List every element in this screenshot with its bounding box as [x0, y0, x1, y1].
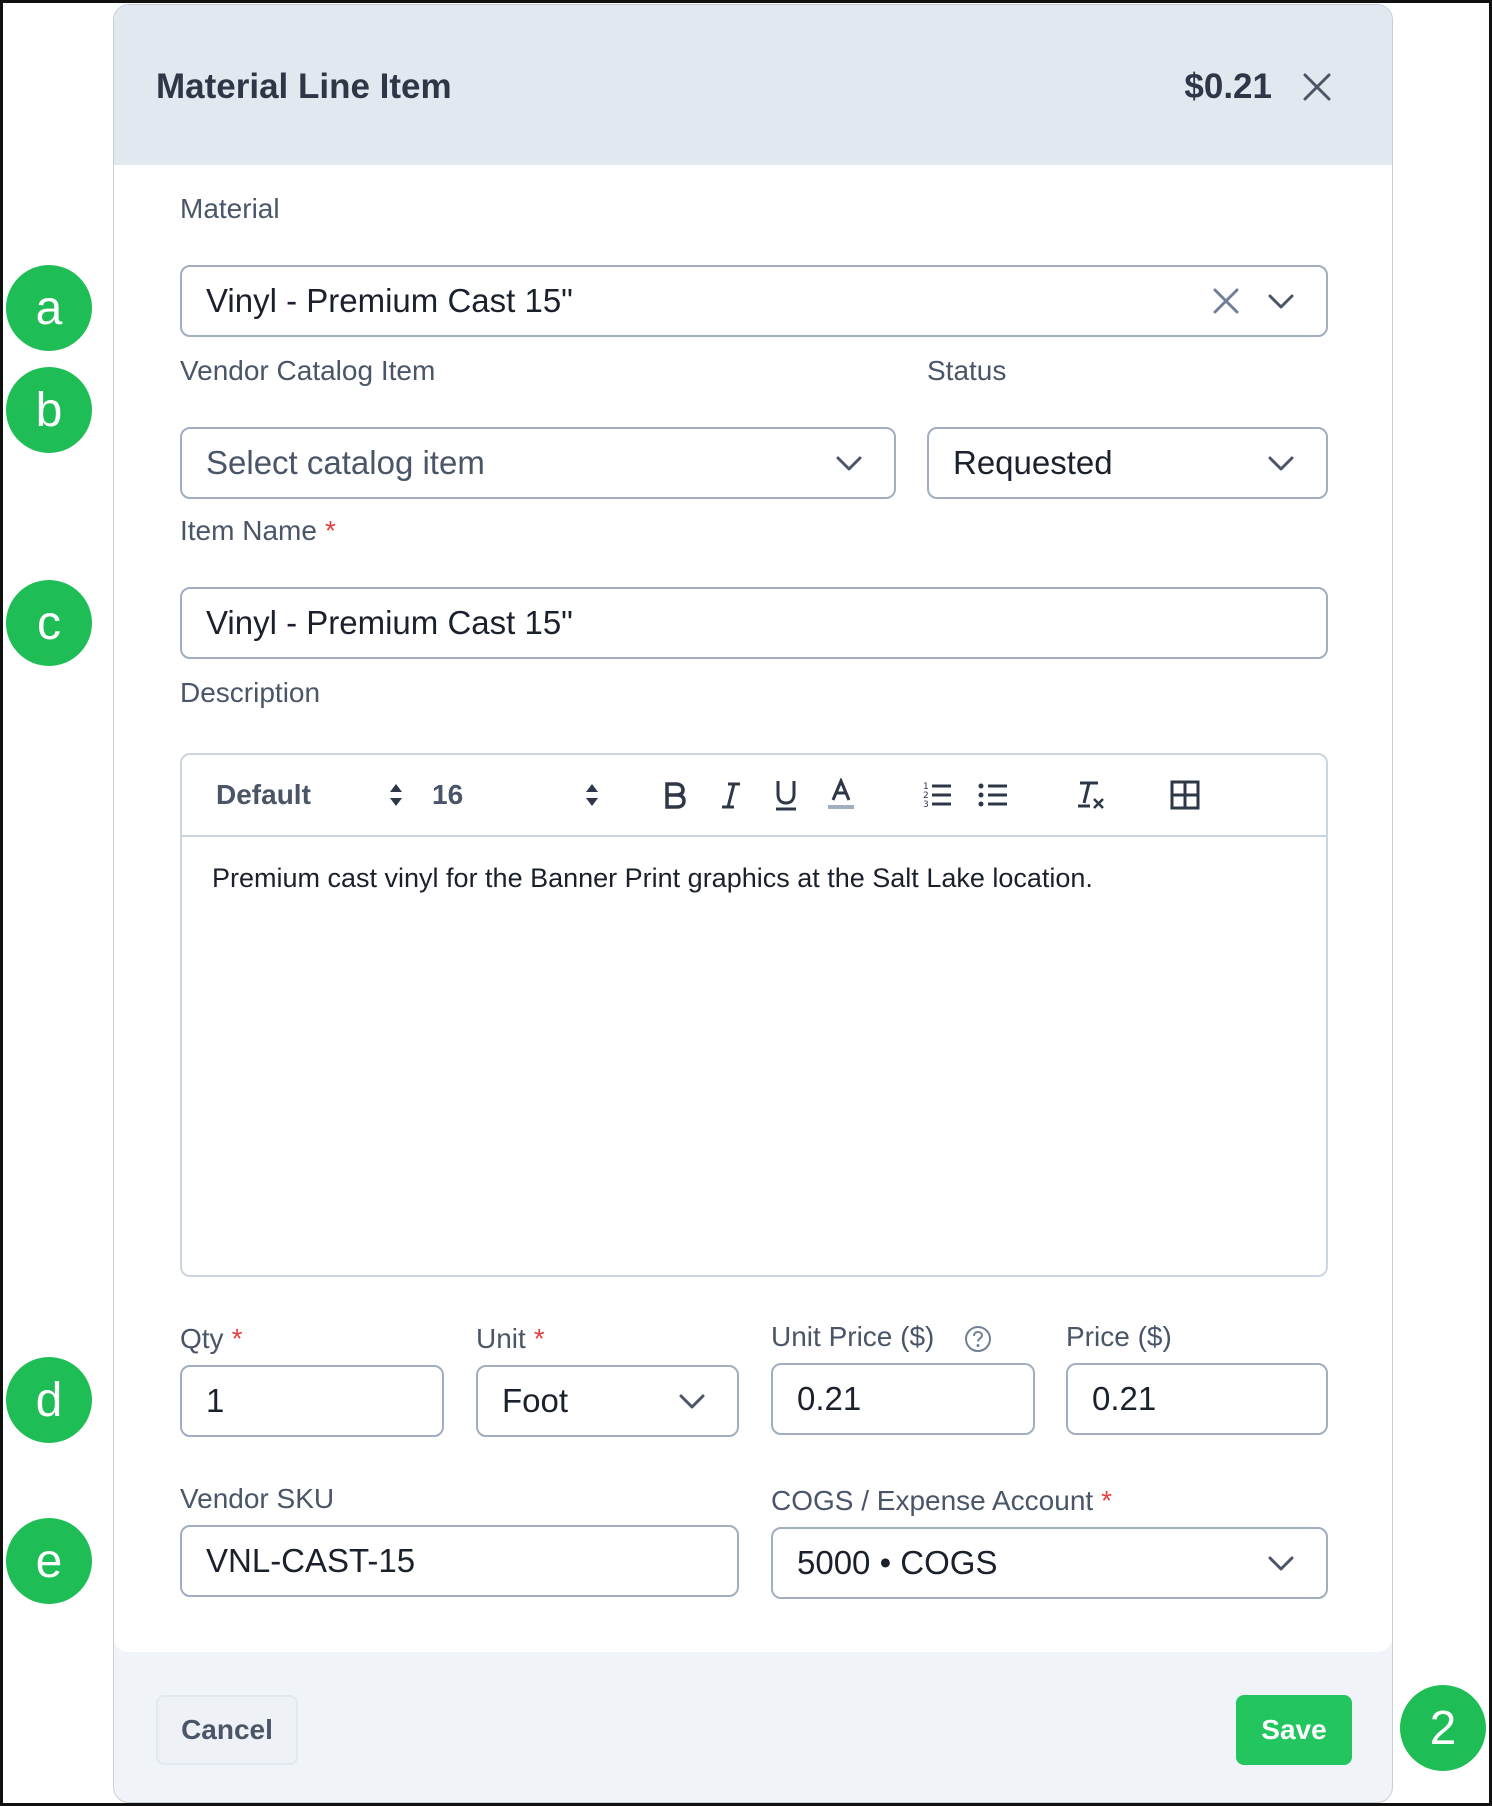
- font-family-value: Default: [216, 779, 311, 810]
- unit-price-label: [771, 1321, 992, 1353]
- font-size-stepper[interactable]: [584, 777, 600, 813]
- price-input[interactable]: [1066, 1363, 1328, 1435]
- vendor-sku-input[interactable]: [180, 1525, 739, 1597]
- underline-icon: [772, 778, 800, 812]
- up-down-arrows-icon: [584, 782, 600, 808]
- cogs-account-select[interactable]: [771, 1527, 1328, 1599]
- vendor-catalog-placeholder: Select catalog item: [206, 444, 485, 481]
- item-name-label-text: Item Name: [180, 515, 317, 546]
- vendor-catalog-select[interactable]: [180, 427, 896, 499]
- text-color-icon: [826, 778, 856, 812]
- underline-button[interactable]: [772, 777, 800, 813]
- vendor-catalog-label: Vendor Catalog Item: [180, 355, 436, 386]
- text-color-button[interactable]: [826, 777, 856, 813]
- modal-title: Material Line Item: [156, 67, 452, 106]
- item-name-input[interactable]: [180, 587, 1328, 659]
- material-select[interactable]: [180, 265, 1328, 337]
- unit-value: Foot: [502, 1382, 569, 1419]
- help-circle-icon[interactable]: [964, 1325, 992, 1353]
- modal-header: [114, 5, 1392, 165]
- unit-label-text: Unit: [476, 1323, 526, 1354]
- annotation-marker-d: d: [6, 1357, 92, 1443]
- modal-total-amount: $0.21: [1184, 67, 1272, 106]
- chevron-down-icon: [1266, 286, 1296, 316]
- unit-price-input[interactable]: [771, 1363, 1035, 1435]
- unit-label: [476, 1323, 545, 1355]
- material-line-item-modal: [113, 4, 1393, 1803]
- up-down-arrows-icon: [388, 782, 404, 808]
- italic-button[interactable]: [718, 777, 744, 813]
- ordered-list-button[interactable]: [922, 777, 952, 813]
- ordered-list-icon: [922, 780, 952, 810]
- save-button[interactable]: Save: [1236, 1695, 1352, 1765]
- vendor-sku-value: VNL-CAST-15: [206, 1542, 416, 1579]
- bullet-list-button[interactable]: [978, 777, 1008, 813]
- description-editor[interactable]: [180, 753, 1328, 1277]
- clear-format-button[interactable]: [1074, 777, 1106, 813]
- status-value: Requested: [953, 444, 1113, 481]
- item-name-value: Vinyl - Premium Cast 15": [206, 604, 573, 641]
- unit-price-value: 0.21: [797, 1380, 862, 1417]
- table-icon: [1170, 780, 1200, 810]
- chevron-down-icon: [834, 448, 864, 478]
- cogs-account-label: [771, 1485, 1112, 1517]
- vendor-sku-label: Vendor SKU: [180, 1483, 335, 1514]
- svg-text:1: 1: [923, 782, 929, 792]
- close-button[interactable]: [1302, 72, 1332, 102]
- description-content[interactable]: Premium cast vinyl for the Banner Print graphics at the Salt Lake location.: [212, 863, 1093, 893]
- insert-table-button[interactable]: [1170, 777, 1200, 813]
- svg-text:2: 2: [923, 791, 929, 801]
- price-label: Price ($): [1066, 1321, 1172, 1352]
- unit-price-label-text: Unit Price ($): [771, 1321, 935, 1352]
- material-label: Material: [180, 193, 280, 224]
- font-family-select[interactable]: [216, 777, 311, 813]
- cogs-account-label-text: COGS / Expense Account: [771, 1485, 1094, 1516]
- item-name-label: [180, 515, 336, 547]
- required-asterisk: *: [1101, 1485, 1113, 1516]
- description-label: Description: [180, 677, 321, 708]
- annotation-marker-c: c: [6, 580, 92, 666]
- cancel-button[interactable]: Cancel: [156, 1695, 298, 1765]
- chevron-down-icon: [1266, 1548, 1296, 1578]
- clear-icon[interactable]: [1212, 287, 1240, 315]
- chevron-down-icon: [1266, 448, 1296, 478]
- status-select[interactable]: [927, 427, 1328, 499]
- qty-value: 1: [206, 1382, 225, 1419]
- font-size-value: 16: [432, 779, 464, 810]
- bold-button[interactable]: [662, 777, 688, 813]
- annotation-marker-a: a: [6, 265, 92, 351]
- italic-icon: [718, 780, 744, 810]
- annotation-marker-e: e: [6, 1518, 92, 1604]
- material-value: Vinyl - Premium Cast 15": [206, 282, 573, 319]
- annotation-marker-2: 2: [1400, 1685, 1486, 1771]
- chevron-down-icon: [677, 1386, 707, 1416]
- price-value: 0.21: [1092, 1380, 1157, 1417]
- bold-icon: [662, 780, 688, 810]
- qty-label-text: Qty: [180, 1323, 224, 1354]
- cogs-account-value: 5000 • COGS: [797, 1544, 998, 1581]
- required-asterisk: *: [533, 1323, 545, 1354]
- qty-label: [180, 1323, 242, 1355]
- svg-text:3: 3: [923, 800, 929, 810]
- status-label: Status: [927, 355, 1007, 386]
- qty-input[interactable]: [180, 1365, 444, 1437]
- font-family-stepper[interactable]: [388, 777, 404, 813]
- bullet-list-icon: [978, 780, 1008, 810]
- close-icon: [1302, 72, 1332, 102]
- unit-select[interactable]: [476, 1365, 739, 1437]
- font-size-select[interactable]: [432, 777, 463, 813]
- clear-format-icon: [1074, 779, 1106, 811]
- annotation-marker-b: b: [6, 367, 92, 453]
- editor-toolbar: [182, 755, 1326, 837]
- required-asterisk: *: [324, 515, 336, 546]
- required-asterisk: *: [231, 1323, 243, 1354]
